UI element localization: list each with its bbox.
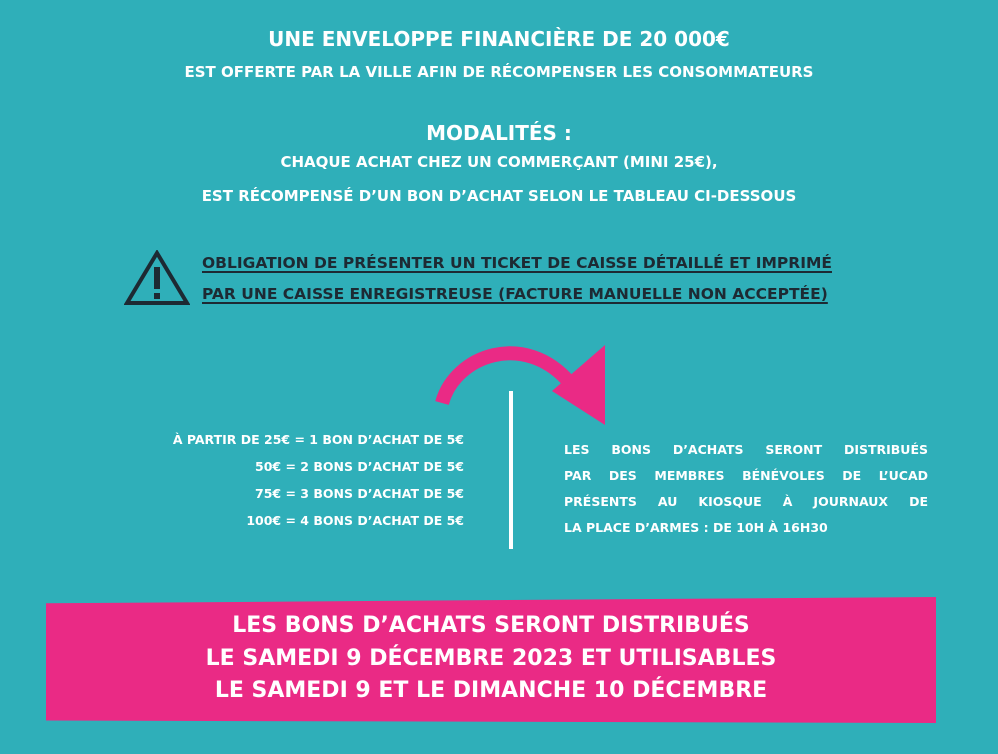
rate-line-1: À PARTIR DE 25€ = 1 BON D’ACHAT DE 5€ [172, 432, 464, 447]
modalites-title: MODALITÉS : [426, 121, 572, 145]
modalites-line-1: CHAQUE ACHAT CHEZ UN COMMERÇANT (MINI 25€), [280, 153, 718, 171]
warning-line-1: OBLIGATION DE PRÉSENTER UN TICKET DE CAISSE DÉTAILLÉ ET IMPRIMÉ [202, 254, 832, 272]
modalites-line-2: EST RÉCOMPENSÉ D’UN BON D’ACHAT SELON LE TABLEAU CI-DESSOUS [201, 187, 797, 205]
distribution-line-4: LA PLACE D’ARMES : DE 10H À 16H30 [564, 520, 828, 535]
rate-line-3: 75€ = 3 BONS D’ACHAT DE 5€ [255, 486, 464, 501]
header-title: UNE ENVELOPPE FINANCIÈRE DE 20 000€ [268, 27, 730, 51]
distribution-line-1: LES BONS D’ACHATS SERONT DISTRIBUÉS [564, 442, 928, 457]
banner-line-2: LE SAMEDI 9 DÉCEMBRE 2023 ET UTILISABLES [205, 646, 777, 671]
rate-line-2: 50€ = 2 BONS D’ACHAT DE 5€ [255, 459, 464, 474]
rate-line-4: 100€ = 4 BONS D’ACHAT DE 5€ [246, 513, 464, 528]
distribution-line-2: PAR DES MEMBRES BÉNÉVOLES DE L’UCAD [564, 468, 928, 483]
warning-triangle-icon [124, 250, 190, 306]
warning-line-2: PAR UNE CAISSE ENREGISTREUSE (FACTURE MANUELLE NON ACCEPTÉE) [202, 285, 828, 303]
curved-arrow-icon [420, 335, 630, 445]
banner-line-1: LES BONS D’ACHATS SERONT DISTRIBUÉS [232, 613, 750, 638]
banner-line-3: LE SAMEDI 9 ET LE DIMANCHE 10 DÉCEMBRE [214, 678, 768, 703]
distribution-line-3: PRÉSENTS AU KIOSQUE À JOURNAUX DE [564, 494, 928, 509]
vertical-divider [509, 391, 513, 549]
header-subtitle: EST OFFERTE PAR LA VILLE AFIN DE RÉCOMPENSER LES CONSOMMATEURS [184, 63, 814, 81]
distribution-info [564, 437, 928, 541]
rates-table [110, 430, 464, 538]
